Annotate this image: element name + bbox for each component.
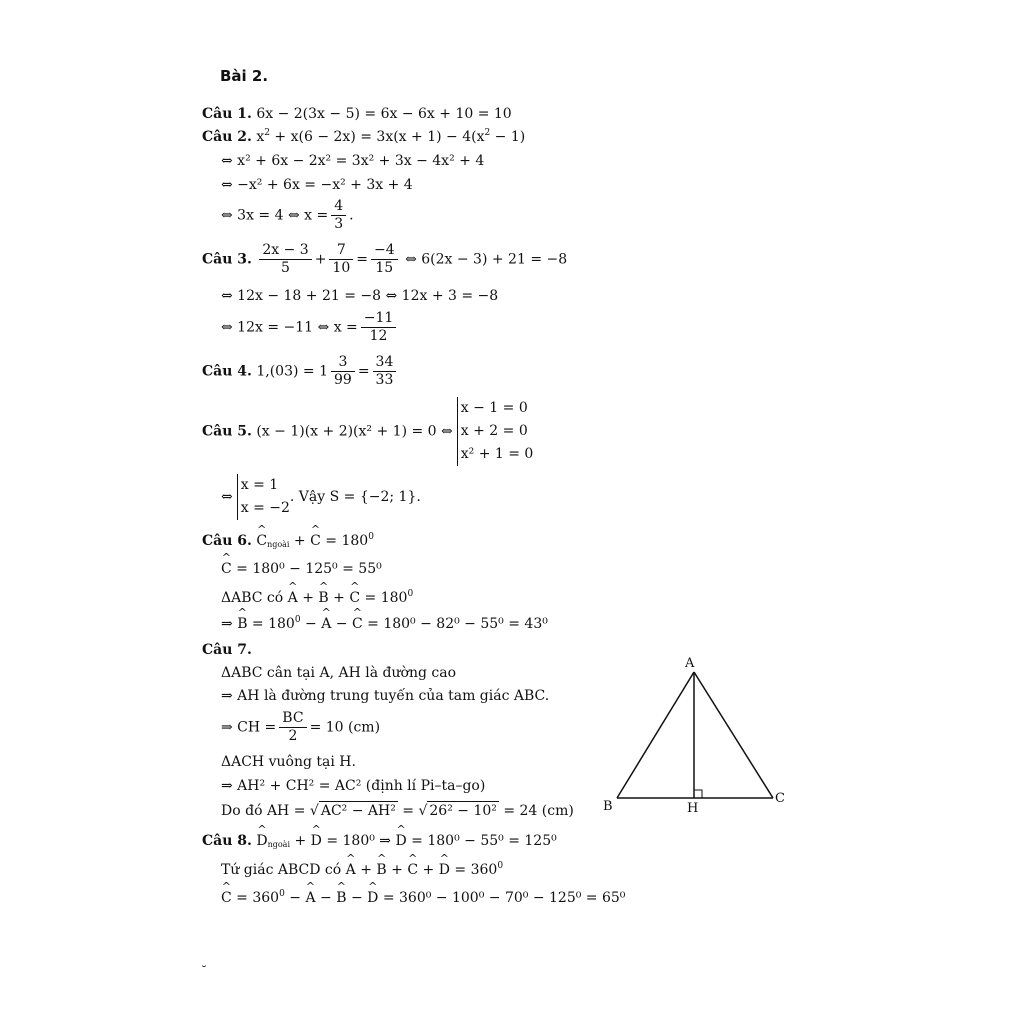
page-title: Bài 2. <box>220 67 269 85</box>
side-AB <box>617 672 694 798</box>
q8-label: Câu 8. <box>202 833 252 849</box>
q3-line: Câu 3. $\frac{2x - 3}{5}$ + $\frac{7}{10}$ = $\frac{-4}{15}$ ⇔ 6(2x − 3) + 21 = −8 <box>202 242 568 276</box>
bracket-system: x − 1 = 0 x + 2 = 0 x² + 1 = 0 <box>457 397 534 466</box>
q3-label: Câu 3. <box>202 251 252 268</box>
q2-step2: ⇔ −x² + 6x = −x² + 3x + 4 <box>221 177 413 193</box>
q2-step1: ⇔ x² + 6x − 2x² = 3x² + 3x − 4x² + 4 <box>221 153 485 169</box>
q6-line: Câu 6. ^ $C_{ngoài}$ + ^ $C = 180^0$ <box>202 532 374 550</box>
q3-step2: ⇔ 12x = −11 ⇔ x = $\frac{-11}{12}$ <box>221 310 399 345</box>
q1-label: Câu 1. <box>202 106 252 122</box>
point-H: H <box>687 801 699 816</box>
q7-step1: ΔABC cân tại A, AH là đường cao <box>221 665 456 681</box>
q5-conclusion: ⇔ x = 1 x = −2 . Vậy S = {−2; 1}. <box>221 474 421 520</box>
q7-step2: ⇒ AH là đường trung tuyến của tam giác ABC. <box>221 688 550 704</box>
q2-line: Câu 2. $x^2 + x(6 - 2x) = 3x(x + 1) - 4(x^2 - 1)$ <box>202 128 526 145</box>
triangle-figure <box>595 650 795 820</box>
side-AC <box>694 672 773 798</box>
q7-step5: ⇒ AH² + CH² = AC² (định lí Pi–ta–go) <box>221 778 486 794</box>
right-angle-mark <box>694 790 702 798</box>
q7-step6: Do đó AH = √ AC² − AH² = √ 26² − 10² = 24 (cm) <box>221 803 574 819</box>
q1-line <box>202 105 512 123</box>
q4-label: Câu 4. <box>202 363 252 380</box>
q5-line: Câu 5. (x − 1)(x + 2)(x² + 1) = 0 ⇔ x − 1 = 0 x + 2 = 0 x² + 1 = 0 <box>202 397 533 466</box>
q8-step1: Tứ giác ABCD có ^ A + ^ B + ^ C + ^ $D = 360^0$ <box>221 861 503 879</box>
q4-line: Câu 4. 1,(03) = 1 $\frac{3}{99}$ = $\frac{34}{33}$ <box>202 354 399 389</box>
vertex-C: C <box>775 791 785 806</box>
q6-step1: ^ C = 180⁰ − 125⁰ = 55⁰ <box>221 560 382 578</box>
q8-step2: ^ $C = 360^0$ − ^ A − ^ B − ^ D = 360⁰ − 100⁰ − 70⁰ − 125⁰ = 65⁰ <box>221 889 625 907</box>
q2-label: Câu 2. <box>202 129 252 145</box>
q2-step3: ⇔ 3x = 4 ⇔ x = $\frac{4}{3}$ . <box>221 198 354 232</box>
q5-label: Câu 5. <box>202 423 252 440</box>
q8-line: Câu 8. ^ $D_{ngoài}$ + ^ D = 180⁰ ⇒ ^ D = 180⁰ − 55⁰ = 125⁰ <box>202 832 557 850</box>
q6-step2: ΔABC có ^ A + ^ B + ^ $C = 180^0$ <box>221 589 413 607</box>
q6-label: Câu 6. <box>202 533 252 549</box>
vertex-B: B <box>603 799 613 814</box>
q7-step3: ⇒ CH = $\frac{BC}{2}$ = 10 (cm) <box>221 710 381 744</box>
q1-text: 6x − 2(3x − 5) = 6x − 6x + 10 = 10 <box>256 106 512 122</box>
vertex-A: A <box>685 656 695 671</box>
q7-step4: ΔACH vuông tại H. <box>221 754 356 770</box>
q3-step1: ⇔ 12x − 18 + 21 = −8 ⇔ 12x + 3 = −8 <box>221 288 499 304</box>
q7-label: Câu 7. <box>202 642 252 658</box>
q6-step3: ⇒ ^ $B = 180^0$ − ^ A − ^ C = 180⁰ − 82⁰ − 55⁰ = 43⁰ <box>221 615 548 633</box>
fraction: $\frac{4}{3}$ <box>331 198 346 233</box>
footer-mark: ˘ <box>201 964 207 978</box>
